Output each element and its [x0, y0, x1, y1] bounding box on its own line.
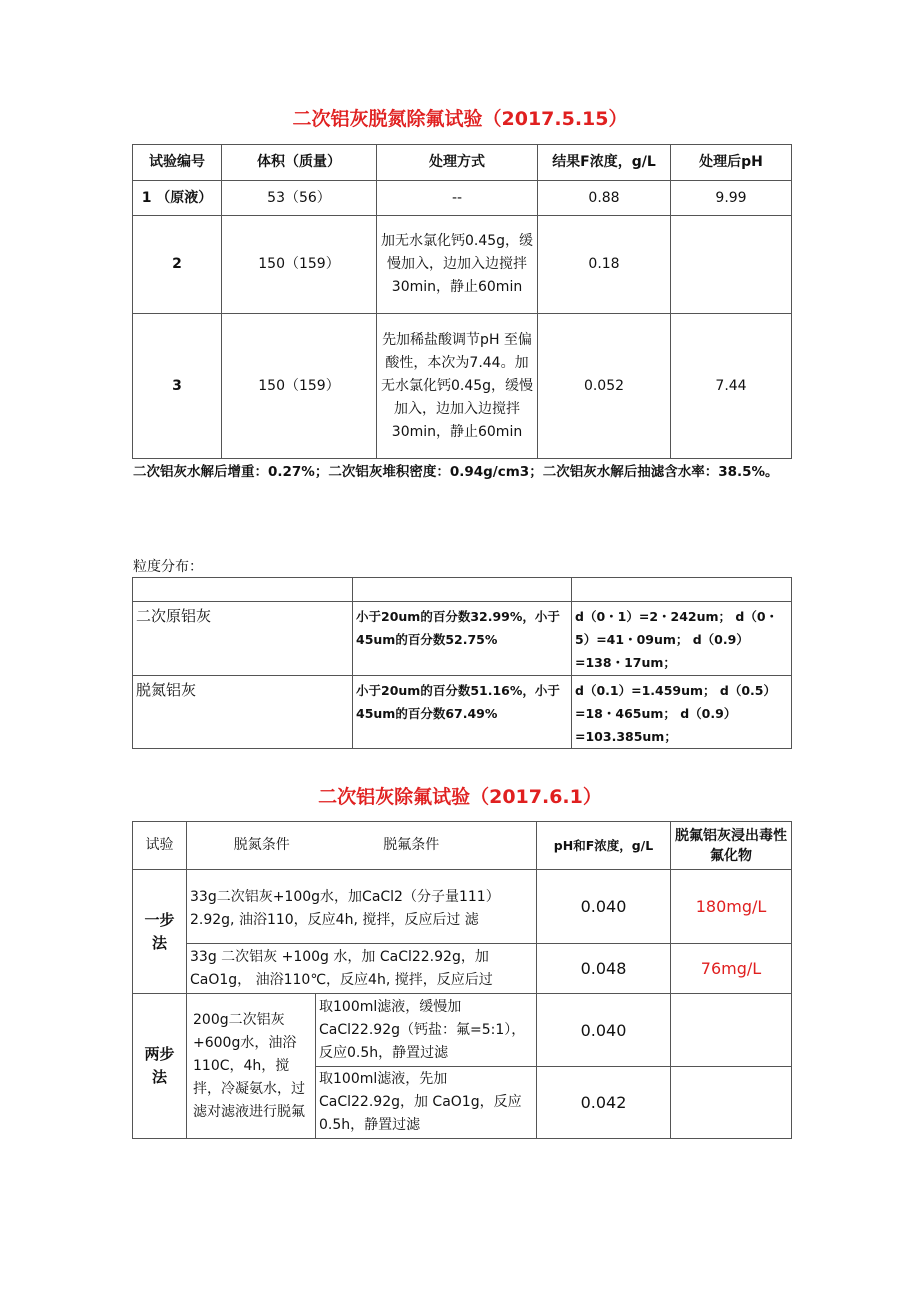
cell-condition: 取100ml滤液，先加CaCl22.92g，加 CaO1g，反应0.5h，静置过滤	[316, 1067, 537, 1139]
header-treatment: 处理方式	[377, 145, 538, 181]
table1-header-row	[133, 145, 792, 181]
table2-header-row	[133, 822, 792, 870]
table-row	[133, 216, 792, 314]
cell-f-conc: 0.88	[538, 181, 671, 216]
particle-label: 粒度分布：	[133, 559, 203, 575]
section1-title: 二次铝灰脱氮除氟试验（2017.5.15）	[292, 108, 628, 130]
table-row	[133, 676, 792, 749]
cell-ph: 9.99	[671, 181, 792, 216]
cell-f-conc: 0.052	[538, 314, 671, 459]
cell-d-values: d（0・1）=2・242um； d（0・5）=41・09um； d（0.9）=138・17um；	[572, 602, 792, 676]
cell-treatment: 先加稀盐酸调节pH 至偏酸性，本次为7.44。加无水氯化钙0.45g，缓慢加入，边加入边搅拌30min，静止60min	[377, 314, 538, 459]
particle-header-row	[133, 578, 792, 602]
cell-trial-id: 2	[133, 216, 222, 314]
table-row	[133, 944, 792, 994]
cell-trial-id: 3	[133, 314, 222, 459]
trial-table-1	[132, 144, 792, 459]
section2-title: 二次铝灰除氟试验（2017.6.1）	[318, 786, 602, 808]
cell-condition: 33g 二次铝灰 +100g 水，加 CaCl22.92g，加 CaO1g， 油浴110℃，反应4h, 搅拌，反应后过	[187, 944, 537, 994]
cell-value: 0.040	[537, 870, 671, 944]
cell-condition: 33g二次铝灰+100g水，加CaCl2（分子量111）2.92g, 油浴110，反应4h, 搅拌，反应后过 滤	[187, 870, 537, 944]
cell-denitrogen-condition: 200g二次铝灰+600g水，油浴110C，4h，搅拌，冷凝氨水，过滤对滤液进行脱氟	[187, 994, 316, 1139]
cell-value: 0.040	[537, 994, 671, 1067]
cell-volume: 53（56）	[222, 181, 377, 216]
header-conditions	[187, 822, 537, 870]
empty-cell	[353, 578, 572, 602]
trial-table-2	[132, 821, 792, 1139]
header-f-conc: 结果F浓度，g/L	[538, 145, 671, 181]
cell-trial-id: 1 （原液）	[133, 181, 222, 216]
table-row	[133, 181, 792, 216]
cell-percent: 小于20um的百分数51.16%，小于45um的百分数67.49%	[353, 676, 572, 749]
table-row	[133, 870, 792, 944]
cell-toxic: 180mg/L	[671, 870, 792, 944]
cell-d-values: d（0.1）=1.459um； d（0.5）=18・465um； d（0.9）=103.385um；	[572, 676, 792, 749]
header-denitrogen: 脱氮条件	[233, 837, 290, 853]
table-row	[133, 314, 792, 459]
header-ph-f: pH和F浓度，g/L	[537, 822, 671, 870]
cell-percent: 小于20um的百分数32.99%，小于45um的百分数52.75%	[353, 602, 572, 676]
cell-value: 0.048	[537, 944, 671, 994]
cell-treatment: --	[377, 181, 538, 216]
empty-cell	[133, 578, 353, 602]
cell-ash-name: 脱氮铝灰	[133, 676, 353, 749]
cell-toxic: 76mg/L	[671, 944, 792, 994]
header-defluorine: 脱氟条件	[383, 837, 440, 853]
particle-table	[132, 577, 792, 749]
header-trial: 试验	[133, 822, 187, 870]
cell-volume: 150（159）	[222, 216, 377, 314]
cell-ph: 7.44	[671, 314, 792, 459]
table-row	[133, 994, 792, 1067]
header-toxic: 脱氟铝灰浸出毒性氟化物	[671, 822, 792, 870]
header-volume: 体积（质量）	[222, 145, 377, 181]
table-row	[133, 602, 792, 676]
cell-two-step-label: 两步法	[133, 994, 187, 1139]
cell-one-step-label: 一步法	[133, 870, 187, 994]
header-ph: 处理后pH	[671, 145, 792, 181]
cell-volume: 150（159）	[222, 314, 377, 459]
cell-treatment: 加无水氯化钙0.45g，缓慢加入，边加入边搅拌30min，静止60min	[377, 216, 538, 314]
section1-note: 二次铝灰水解后增重：0.27%；二次铝灰堆积密度：0.94g/cm3；二次铝灰水解后抽滤含水率：38.5%。	[133, 464, 779, 480]
cell-condition: 取100ml滤液，缓慢加CaCl22.92g（钙盐：氟=5:1）， 反应0.5h，静置过滤	[316, 994, 537, 1067]
empty-cell	[572, 578, 792, 602]
cell-ash-name: 二次原铝灰	[133, 602, 353, 676]
cell-f-conc: 0.18	[538, 216, 671, 314]
cell-value: 0.042	[537, 1067, 671, 1139]
cell-ph	[671, 216, 792, 314]
cell-toxic	[671, 1067, 792, 1139]
header-trial-id: 试验编号	[133, 145, 222, 181]
cell-toxic	[671, 994, 792, 1067]
